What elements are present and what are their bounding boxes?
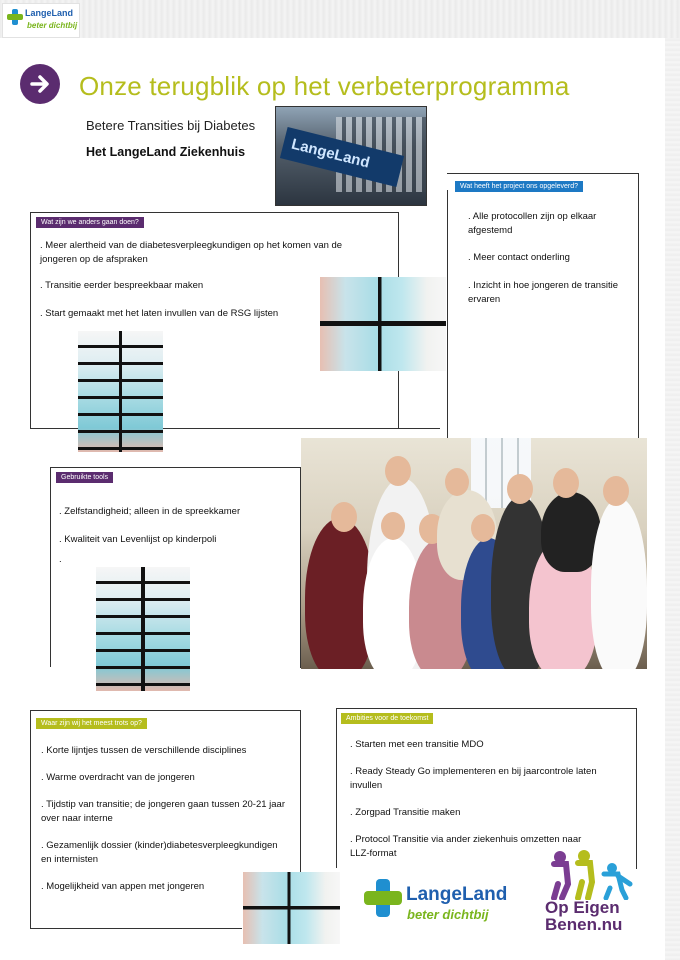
tools-label: Gebruikte tools bbox=[56, 472, 113, 483]
partner-logo-line1: Op Eigen bbox=[545, 898, 620, 917]
cross-logo-icon bbox=[7, 9, 23, 25]
trots-item: . Korte lijntjes tussen de verschillende disciplines bbox=[41, 745, 247, 756]
trots-item: . Gezamenlijk dossier (kinder)diabetesverpleegkundigen en internisten bbox=[41, 840, 278, 865]
light-tile-photo bbox=[243, 872, 340, 944]
person-head bbox=[507, 474, 533, 504]
person-head bbox=[553, 468, 579, 498]
opgeleverd-box-left bbox=[447, 190, 448, 438]
person-head bbox=[445, 468, 469, 496]
opgeleverd-item: . Inzicht in hoe jongeren de transitie ervaren bbox=[468, 280, 618, 305]
opgeleverd-item: . Meer contact onderling bbox=[468, 252, 570, 263]
trots-item: . Mogelijkheid van appen met jongeren bbox=[41, 881, 205, 892]
opgeleverd-item: . Alle protocollen zijn op elkaar afgestemd bbox=[468, 211, 597, 236]
anders-item: . Transitie eerder bespreekbaar maken bbox=[40, 280, 204, 291]
cross-logo-icon bbox=[364, 879, 402, 917]
person-head bbox=[381, 512, 405, 540]
tools-box-left bbox=[50, 467, 51, 667]
logo-brand-text: LangeLand bbox=[25, 8, 74, 18]
trots-box-left bbox=[30, 710, 31, 928]
light-tile-photo bbox=[96, 567, 190, 691]
ambities-item: . Ready Steady Go implementeren en bij jaarcontrole laten invullen bbox=[350, 766, 597, 791]
anders-box-left bbox=[30, 212, 31, 428]
tools-item: . bbox=[59, 554, 62, 565]
person-head bbox=[603, 476, 629, 506]
arrow-right-icon bbox=[20, 64, 60, 104]
hospital-sign: LangeLand bbox=[280, 127, 404, 187]
ambities-item: . Zorgpad Transitie maken bbox=[350, 807, 461, 818]
page-title: Onze terugblik op het verbeterprogramma bbox=[79, 71, 570, 101]
anders-label: Wat zijn we anders gaan doen? bbox=[36, 217, 144, 228]
op-eigen-benen-figures-icon bbox=[546, 850, 636, 900]
langeland-logo-small bbox=[2, 3, 80, 38]
ambities-label: Ambities voor de toekomst bbox=[341, 713, 433, 724]
hospital-name: Het LangeLand Ziekenhuis bbox=[86, 145, 246, 159]
hospital-photo bbox=[275, 106, 427, 206]
right-texture-margin bbox=[665, 38, 680, 960]
program-subtitle: Betere Transities bij Diabetes bbox=[86, 118, 256, 133]
anders-item: . Meer alertheid van de diabetesverpleegkundigen op het komen van de jongeren op de afspraken bbox=[40, 240, 343, 265]
anders-item: . Start gemaakt met het laten invullen van de RSG lijsten bbox=[40, 308, 279, 319]
light-tile-photo bbox=[78, 331, 163, 452]
light-tile-photo bbox=[320, 277, 446, 371]
ambities-box-left bbox=[336, 708, 337, 868]
logo-tagline-text: beter dichtbij bbox=[27, 21, 78, 30]
tools-item: . Zelfstandigheid; alleen in de spreekkamer bbox=[59, 506, 241, 517]
opgeleverd-label: Wat heeft het project ons opgeleverd? bbox=[455, 181, 583, 192]
trots-box-bottom bbox=[30, 928, 242, 929]
tools-item: . Kwaliteit van Levenlijst op kinderpoli bbox=[59, 534, 217, 545]
logo-tagline-text: beter dichtbij bbox=[407, 907, 489, 922]
ambities-item: . Starten met een transitie MDO bbox=[350, 739, 484, 750]
person bbox=[591, 498, 647, 669]
person-head bbox=[471, 514, 495, 542]
partner-logo-line2: Benen.nu bbox=[545, 915, 623, 934]
person-head bbox=[331, 502, 357, 532]
trots-item: . Tijdstip van transitie; de jongeren gaan tussen 20-21 jaar over naar interne bbox=[41, 799, 285, 824]
logo-brand-text: LangeLand bbox=[406, 884, 508, 905]
trots-label: Waar zijn wij het meest trots op? bbox=[36, 718, 147, 729]
top-texture-band bbox=[0, 0, 680, 38]
person-head bbox=[385, 456, 411, 486]
trots-item: . Warme overdracht van de jongeren bbox=[41, 772, 195, 783]
team-photo bbox=[301, 438, 647, 669]
ambities-item: . Protocol Transitie via ander ziekenhuis omzetten naar LLZ-format bbox=[350, 834, 582, 859]
